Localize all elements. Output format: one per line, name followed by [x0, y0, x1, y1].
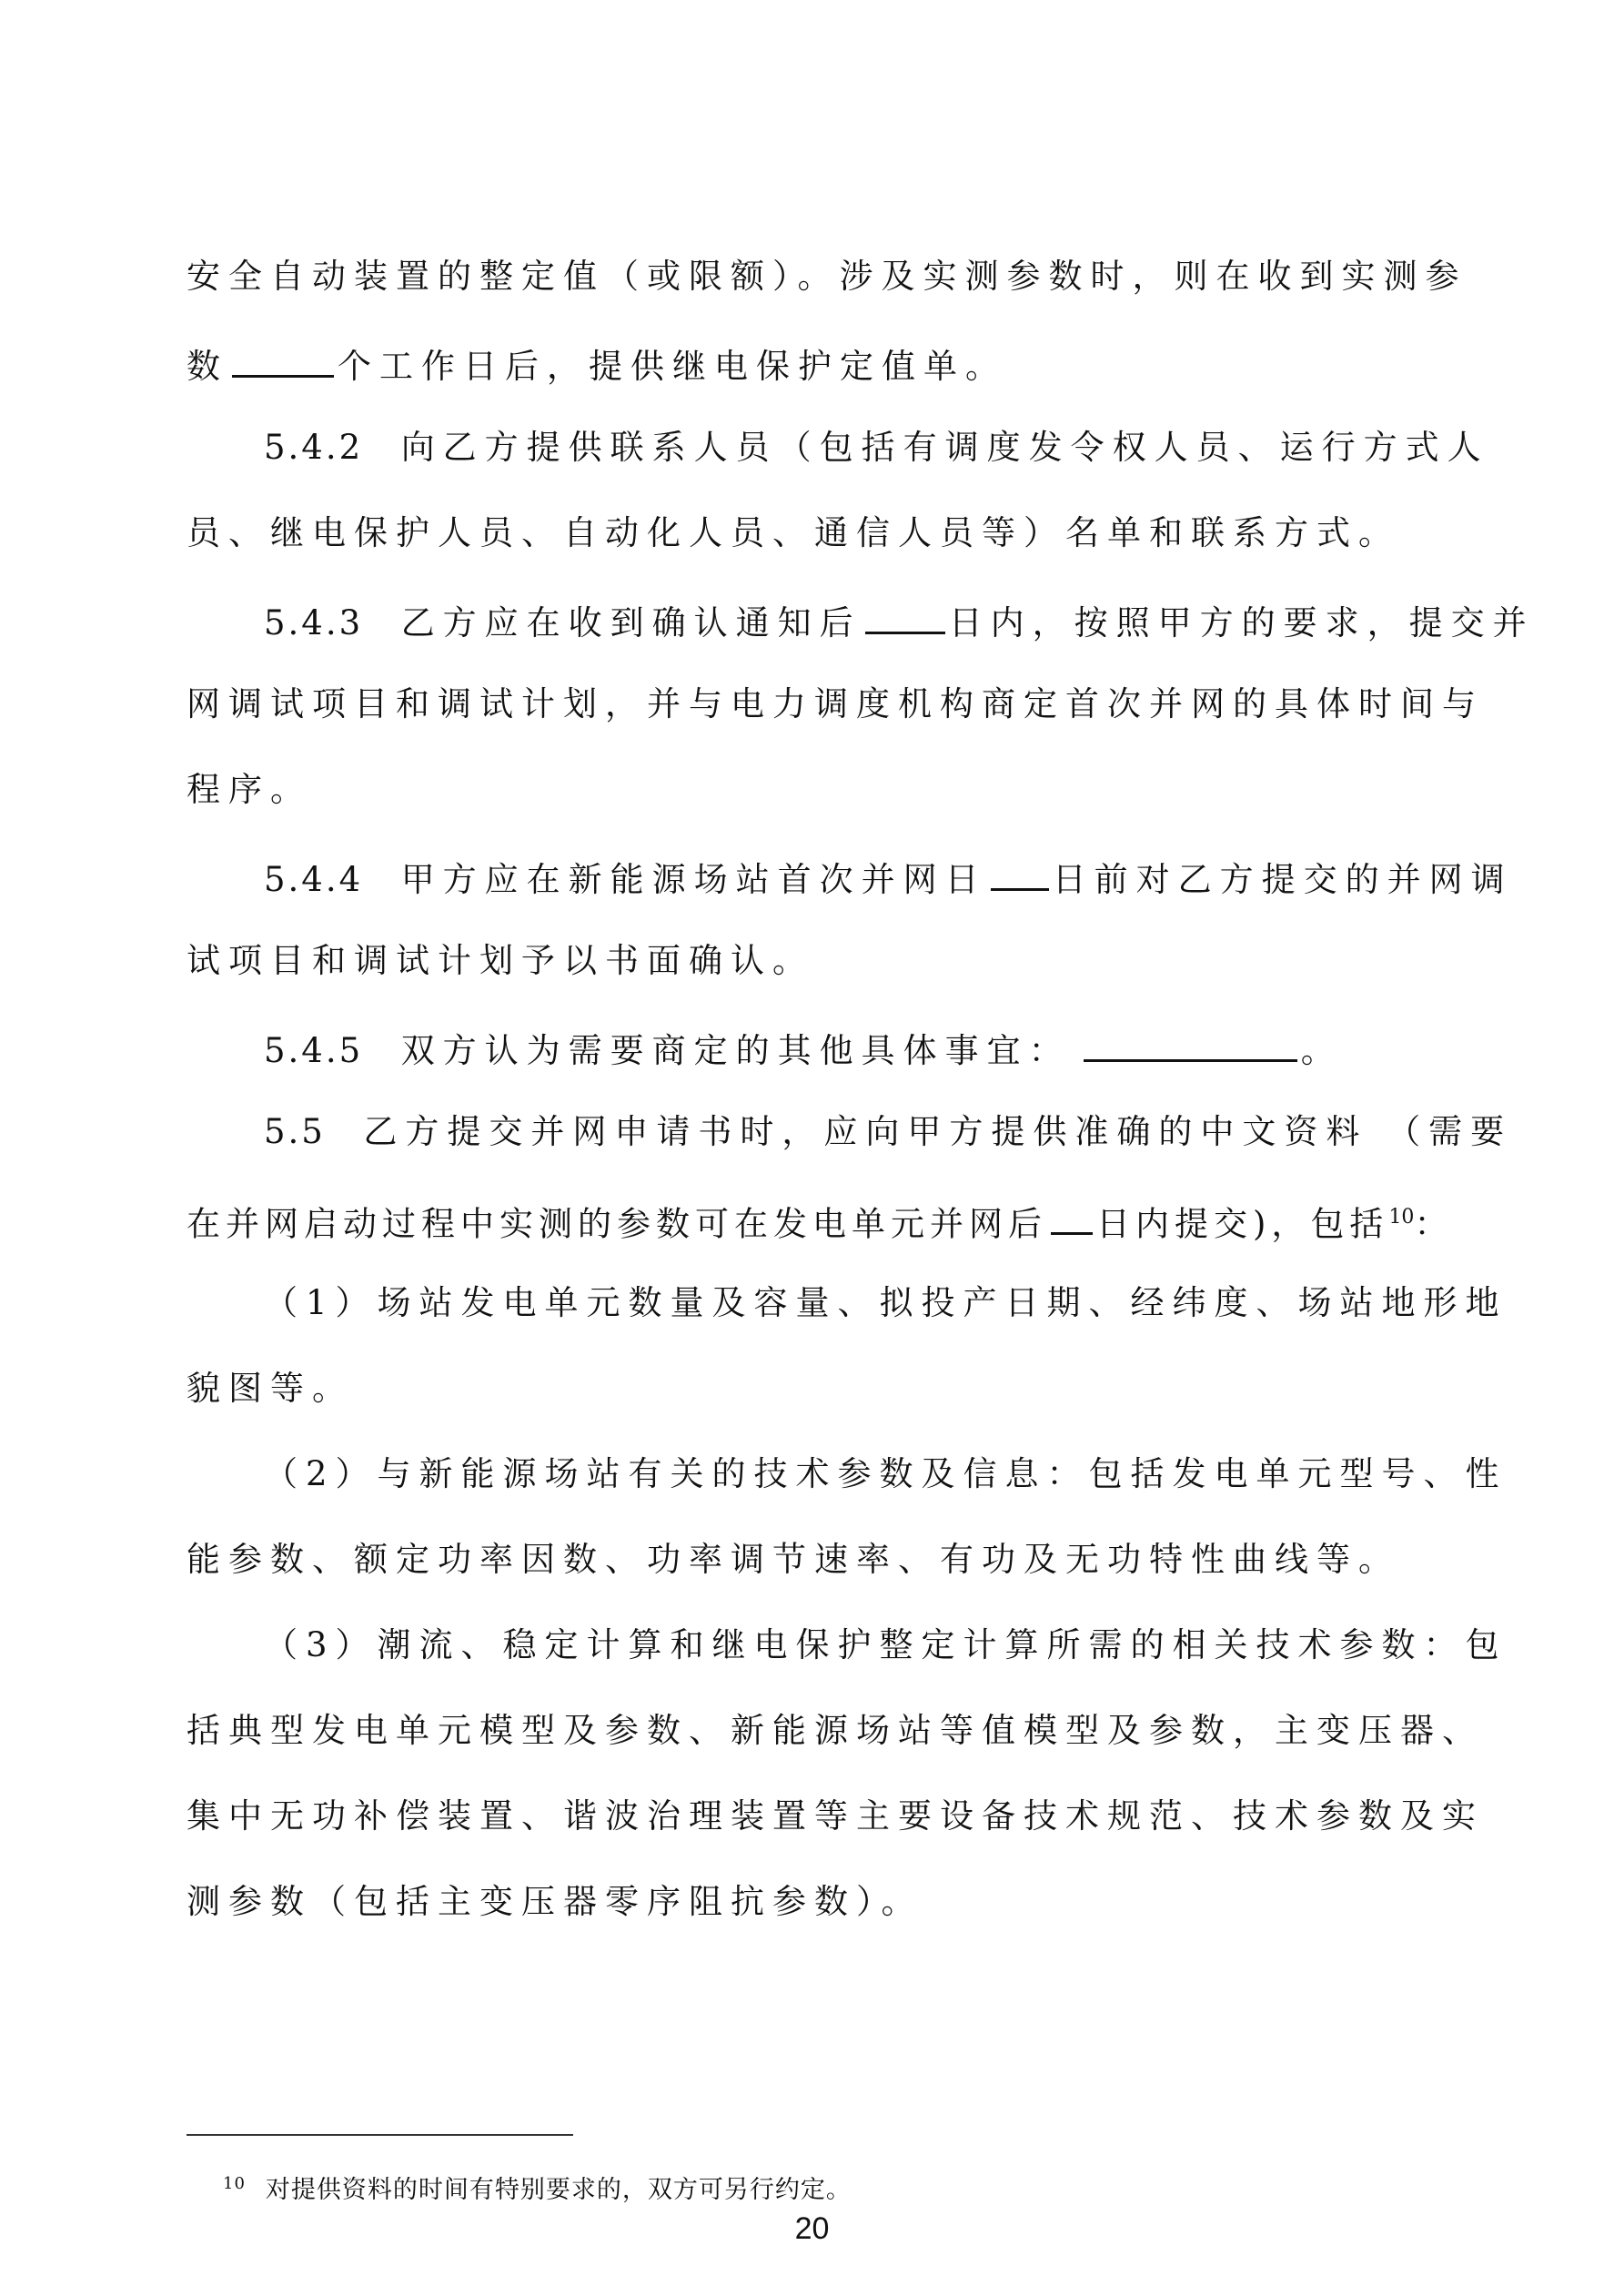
paragraph-line: 集中无功补偿装置、谐波治理装置等主要设备技术规范、技术参数及实: [187, 1796, 1484, 1836]
footnote: [223, 2168, 852, 2207]
paragraph-line: 员、继电保护人员、自动化人员、通信人员等）名单和联系方式。: [187, 513, 1400, 552]
paragraph-line: 测参数（包括主变压器零序阻抗参数）。: [187, 1882, 923, 1921]
paragraph-line: 能参数、额定功率因数、功率调节速率、有功及无功特性曲线等。: [187, 1540, 1400, 1579]
paragraph-line: 在并网启动过程中实测的参数可在发电单元并网后 日内提交)，包括$^{10}$：: [187, 1194, 1465, 1248]
footnote-mark: 10: [223, 2174, 246, 2193]
clause-5-4-3: 5.4.3 乙方应在收到确认通知后 日内，按照甲方的要求，提交并: [264, 595, 1465, 647]
paragraph-line: 貌图等。: [187, 1369, 354, 1408]
paragraph-line: 程序。: [187, 770, 312, 809]
list-item-3: （3）潮流、稳定计算和继电保护整定计算所需的相关技术参数：包: [264, 1625, 1508, 1664]
footnote-text: 对提供资料的时间有特别要求的，双方可另行约定。: [265, 2176, 852, 2204]
footnote-divider: [187, 2134, 573, 2136]
clause-5-4-5: 5.4.5 双方认为需要商定的其他具体事宜： 。: [264, 1023, 1465, 1075]
paragraph-line: 试项目和调试计划予以书面确认。: [187, 941, 814, 980]
clause-5-4-4: 5.4.4 甲方应在新能源场站首次并网日 日前对乙方提交的并网调: [264, 852, 1465, 904]
clause-5-4-2: 5.4.2 向乙方提供联系人员（包括有调度发令权人员、运行方式人: [264, 428, 1489, 467]
blank-underline: [232, 339, 334, 378]
paragraph-line: 括典型发电单元模型及参数、新能源场站等值模型及参数，主变压器、: [187, 1711, 1484, 1750]
blank-underline: [1051, 1196, 1093, 1235]
footnote-reference[interactable]: 10: [1388, 1206, 1415, 1229]
blank-underline: [991, 852, 1049, 891]
clause-5-5: 5.5 乙方提交并网申请书时，应向甲方提供准确的中文资料 （需要: [264, 1112, 1513, 1151]
blank-underline: [1084, 1023, 1297, 1062]
list-item-2: （2）与新能源场站有关的技术参数及信息：包括发电单元型号、性: [264, 1454, 1508, 1493]
paragraph-line: 安全自动装置的整定值（或限额）。涉及实测参数时，则在收到实测参: [187, 257, 1468, 296]
page-number: 20: [794, 2211, 830, 2246]
paragraph-line: 数 个工作日后，提供继电保护定值单。: [187, 339, 1465, 390]
paragraph-line: 网调试项目和调试计划，并与电力调度机构商定首次并网的具体时间与: [187, 684, 1484, 723]
list-item-1: （1）场站发电单元数量及容量、拟投产日期、经纬度、场站地形地: [264, 1283, 1508, 1322]
blank-underline: [865, 595, 945, 634]
